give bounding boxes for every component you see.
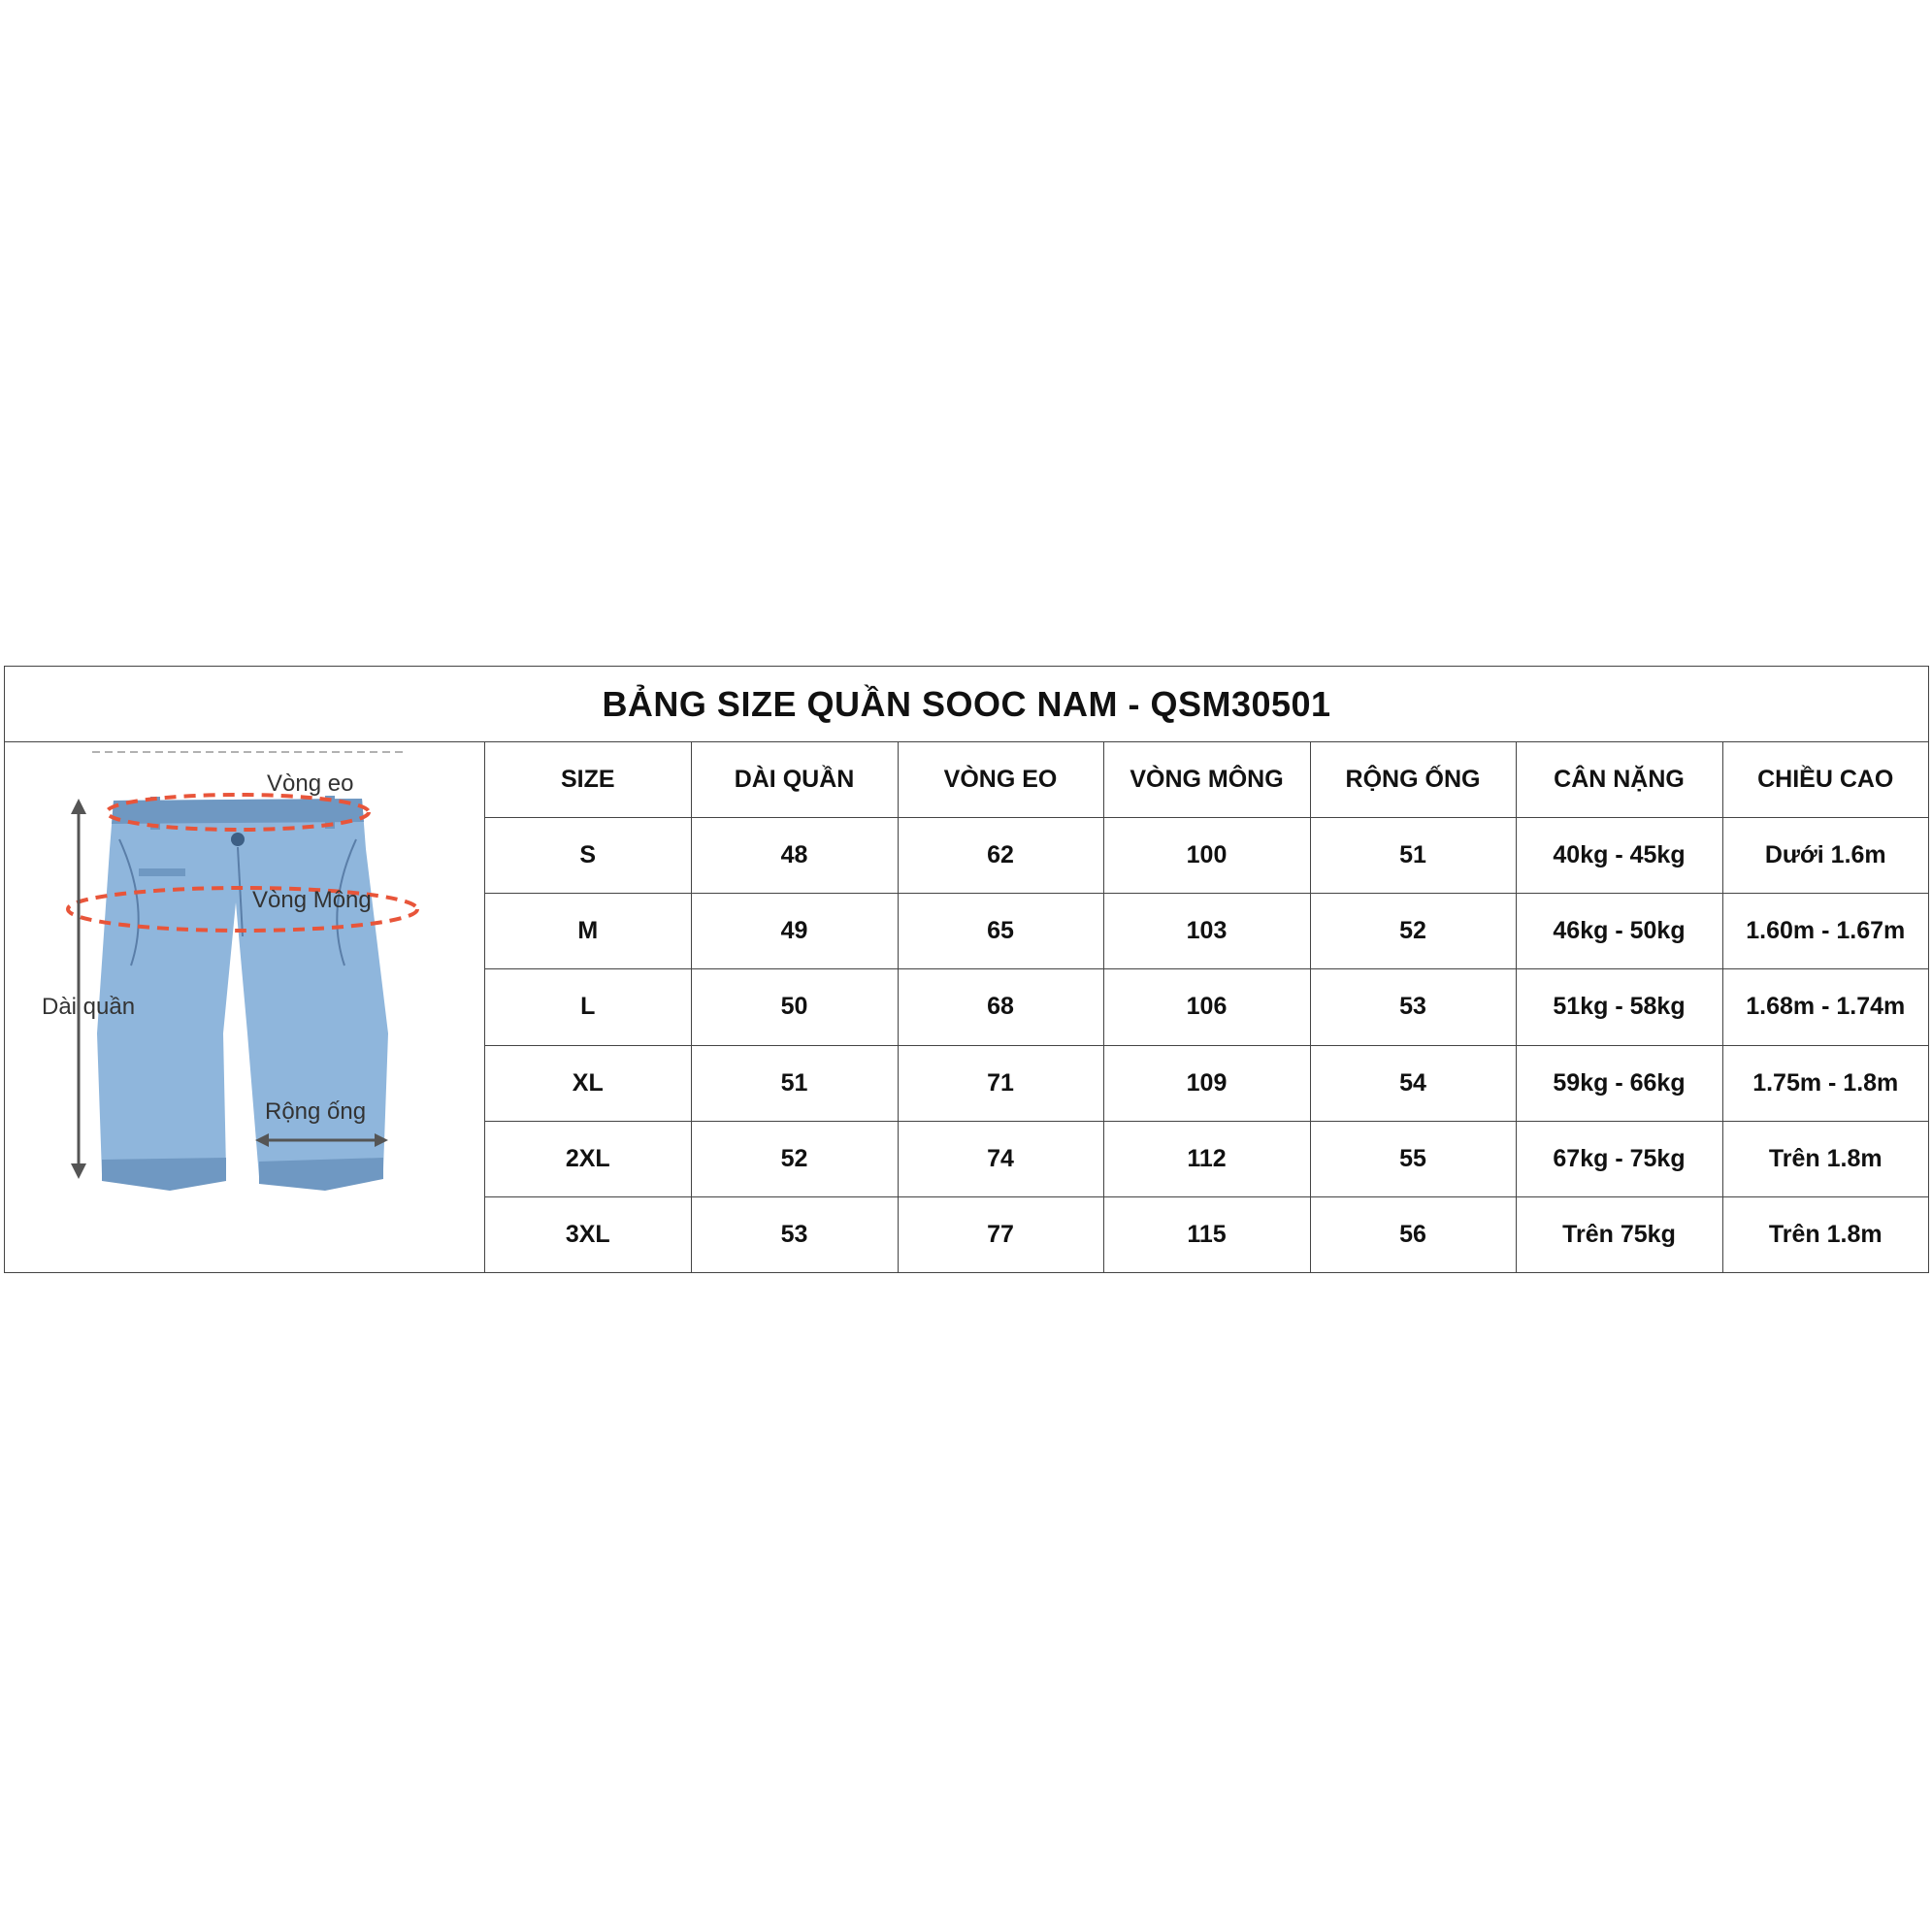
table-cell: M <box>485 894 691 969</box>
table-cell: S <box>485 818 691 894</box>
shorts-illustration <box>5 742 483 1272</box>
table-cell: XL <box>485 1045 691 1121</box>
shorts-image <box>97 796 388 1191</box>
table-cell: Dưới 1.6m <box>1722 818 1928 894</box>
table-cell: 40kg - 45kg <box>1516 818 1722 894</box>
table-cell: 46kg - 50kg <box>1516 894 1722 969</box>
table-cell: 3XL <box>485 1196 691 1272</box>
table-cell: 51kg - 58kg <box>1516 969 1722 1045</box>
waist-label: Vòng eo <box>267 770 354 797</box>
table-cell: 48 <box>691 818 898 894</box>
leg-opening-label: Rộng ống <box>265 1098 367 1125</box>
table-cell: 51 <box>691 1045 898 1121</box>
table-row <box>485 1196 1928 1272</box>
table-cell: 62 <box>898 818 1103 894</box>
table-cell: 49 <box>691 894 898 969</box>
header-weight: CÂN NẶNG <box>1516 742 1722 818</box>
table-row <box>485 1045 1928 1121</box>
table-cell: 1.60m - 1.67m <box>1722 894 1928 969</box>
table-cell: 112 <box>1103 1121 1310 1196</box>
header-height: CHIỀU CAO <box>1722 742 1928 818</box>
table-cell: 54 <box>1310 1045 1516 1121</box>
hip-label: Vòng Mông <box>252 887 372 913</box>
table-cell: 71 <box>898 1045 1103 1121</box>
table-cell: 115 <box>1103 1196 1310 1272</box>
table-cell: 59kg - 66kg <box>1516 1045 1722 1121</box>
size-table <box>485 742 1928 1272</box>
table-cell: 53 <box>691 1196 898 1272</box>
table-cell: 100 <box>1103 818 1310 894</box>
table-row <box>485 969 1928 1045</box>
table-cell: 67kg - 75kg <box>1516 1121 1722 1196</box>
table-cell: 50 <box>691 969 898 1045</box>
table-cell: 109 <box>1103 1045 1310 1121</box>
table-cell: 53 <box>1310 969 1516 1045</box>
table-cell: 56 <box>1310 1196 1516 1272</box>
table-cell: 52 <box>691 1121 898 1196</box>
hem-right <box>259 1158 383 1191</box>
shorts-illustration-panel <box>5 742 485 1272</box>
table-cell: 51 <box>1310 818 1516 894</box>
table-cell: 55 <box>1310 1121 1516 1196</box>
length-label: Dài quần <box>42 994 136 1020</box>
shorts-button <box>231 833 245 846</box>
table-cell: L <box>485 969 691 1045</box>
table-cell: 68 <box>898 969 1103 1045</box>
table-cell: 52 <box>1310 894 1516 969</box>
table-row <box>485 818 1928 894</box>
header-leg-opening: RỘNG ỐNG <box>1310 742 1516 818</box>
header-hip: VÒNG MÔNG <box>1103 742 1310 818</box>
table-row <box>485 894 1928 969</box>
header-length: DÀI QUẦN <box>691 742 898 818</box>
shorts-body <box>97 799 388 1184</box>
size-chart <box>4 666 1929 1273</box>
table-cell: Trên 1.8m <box>1722 1196 1928 1272</box>
length-arrow <box>71 799 86 1179</box>
hem-left <box>102 1158 226 1191</box>
chart-title: BẢNG SIZE QUẦN SOOC NAM - QSM30501 <box>5 667 1928 742</box>
table-cell: 1.75m - 1.8m <box>1722 1045 1928 1121</box>
table-cell: Trên 1.8m <box>1722 1121 1928 1196</box>
table-cell: 2XL <box>485 1121 691 1196</box>
table-cell: 65 <box>898 894 1103 969</box>
coin-pocket <box>139 868 185 876</box>
table-cell: 1.68m - 1.74m <box>1722 969 1928 1045</box>
table-cell: 74 <box>898 1121 1103 1196</box>
table-cell: 106 <box>1103 969 1310 1045</box>
table-cell: 103 <box>1103 894 1310 969</box>
table-cell: 77 <box>898 1196 1103 1272</box>
table-cell: Trên 75kg <box>1516 1196 1722 1272</box>
table-row <box>485 1121 1928 1196</box>
header-waist: VÒNG EO <box>898 742 1103 818</box>
table-header-row <box>485 742 1928 818</box>
header-size: SIZE <box>485 742 691 818</box>
